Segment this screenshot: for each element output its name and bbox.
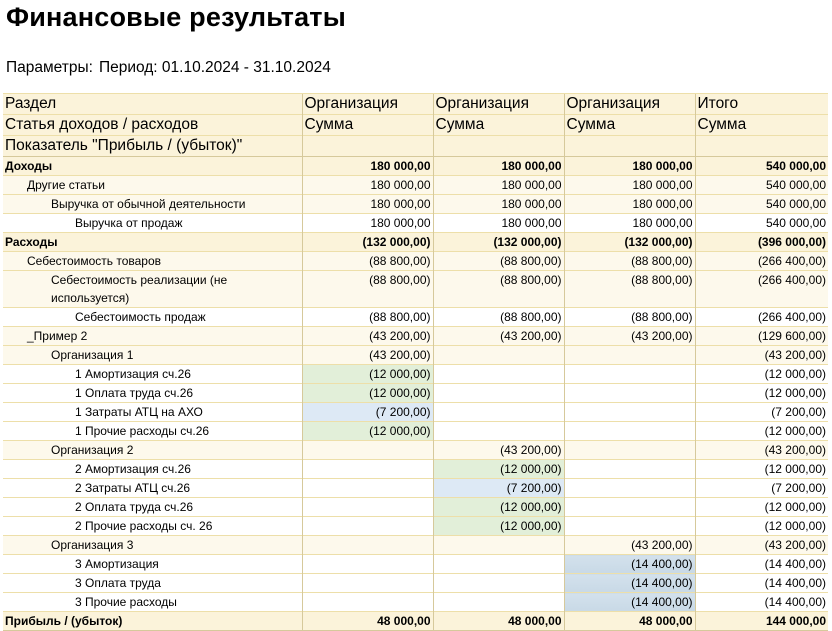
row-label: 2 Оплата труда сч.26 <box>3 498 302 517</box>
cell-value: (88 800,00) <box>564 308 695 327</box>
cell-value: (14 400,00) <box>564 555 695 574</box>
row-label: 2 Амортизация сч.26 <box>3 460 302 479</box>
report-table <box>3 93 828 631</box>
cell-value: (129 600,00) <box>695 327 828 346</box>
cell-value: (43 200,00) <box>433 327 564 346</box>
cell-value <box>564 441 695 460</box>
table-row[interactable] <box>3 555 828 574</box>
table-row[interactable] <box>3 403 828 422</box>
cell-value <box>302 479 433 498</box>
cell-value: (88 800,00) <box>564 271 695 308</box>
cell-value <box>433 422 564 441</box>
cell-value: 48 000,00 <box>302 612 433 631</box>
cell-value: (12 000,00) <box>433 460 564 479</box>
cell-value <box>564 422 695 441</box>
cell-value: (88 800,00) <box>564 252 695 271</box>
table-row[interactable] <box>3 327 828 346</box>
row-label: Расходы <box>3 233 302 252</box>
cell-value: (88 800,00) <box>433 271 564 308</box>
report-parameters <box>6 59 331 77</box>
table-row[interactable] <box>3 233 828 252</box>
row-label: _Пример 2 <box>3 327 302 346</box>
cell-value <box>433 555 564 574</box>
table-row[interactable] <box>3 252 828 271</box>
cell-value: (88 800,00) <box>302 271 433 308</box>
cell-value: (12 000,00) <box>695 517 828 536</box>
cell-value: 180 000,00 <box>302 157 433 176</box>
cell-value: 180 000,00 <box>564 157 695 176</box>
cell-value: (7 200,00) <box>695 403 828 422</box>
header-org-1: Организация <box>302 94 433 115</box>
cell-value: (12 000,00) <box>433 517 564 536</box>
cell-value: 540 000,00 <box>695 176 828 195</box>
cell-value: (12 000,00) <box>695 460 828 479</box>
header-sum-3: Сумма <box>564 115 695 136</box>
cell-value: (43 200,00) <box>695 346 828 365</box>
header-indicator: Показатель "Прибыль / (убыток)" <box>3 136 302 157</box>
cell-value <box>433 365 564 384</box>
header-section: Раздел <box>3 94 302 115</box>
cell-value: 180 000,00 <box>302 176 433 195</box>
cell-value: 180 000,00 <box>433 214 564 233</box>
cell-value: 180 000,00 <box>433 195 564 214</box>
row-label: Организация 1 <box>3 346 302 365</box>
table-row[interactable] <box>3 460 828 479</box>
cell-value: (396 000,00) <box>695 233 828 252</box>
cell-value <box>302 536 433 555</box>
cell-value: (12 000,00) <box>695 384 828 403</box>
cell-value <box>564 460 695 479</box>
header-sum-total: Сумма <box>695 115 828 136</box>
row-label: Доходы <box>3 157 302 176</box>
cell-value <box>302 460 433 479</box>
header-row <box>3 115 828 136</box>
cell-value <box>564 346 695 365</box>
cell-value: 180 000,00 <box>564 214 695 233</box>
cell-value: (14 400,00) <box>695 555 828 574</box>
table-row[interactable] <box>3 574 828 593</box>
cell-value <box>433 384 564 403</box>
cell-value: (132 000,00) <box>564 233 695 252</box>
table-row[interactable] <box>3 271 828 308</box>
cell-value <box>433 403 564 422</box>
cell-value: (12 000,00) <box>695 498 828 517</box>
cell-value <box>302 517 433 536</box>
cell-value <box>433 536 564 555</box>
cell-value: 180 000,00 <box>302 195 433 214</box>
cell-value: (88 800,00) <box>302 252 433 271</box>
cell-value: (14 400,00) <box>564 593 695 612</box>
row-label: Организация 3 <box>3 536 302 555</box>
cell-value: 48 000,00 <box>433 612 564 631</box>
cell-value: (43 200,00) <box>564 536 695 555</box>
cell-value: 180 000,00 <box>433 157 564 176</box>
cell-value: (12 000,00) <box>433 498 564 517</box>
table-row[interactable] <box>3 157 828 176</box>
parameters-period: Период: 01.10.2024 - 31.10.2024 <box>98 59 331 76</box>
row-label: 2 Прочие расходы сч. 26 <box>3 517 302 536</box>
report-title: Финансовые результаты <box>6 2 346 32</box>
cell-value: (12 000,00) <box>302 365 433 384</box>
table-row[interactable] <box>3 517 828 536</box>
cell-value <box>302 555 433 574</box>
cell-value: (266 400,00) <box>695 271 828 308</box>
row-label: 3 Амортизация <box>3 555 302 574</box>
header-row <box>3 94 828 115</box>
row-label: 3 Оплата труда <box>3 574 302 593</box>
total-row[interactable] <box>3 612 828 631</box>
table-row[interactable] <box>3 308 828 327</box>
cell-value: 144 000,00 <box>695 612 828 631</box>
row-label: Другие статьи <box>3 176 302 195</box>
header-total: Итого <box>695 94 828 115</box>
table-row[interactable] <box>3 498 828 517</box>
cell-value <box>564 517 695 536</box>
row-label: 2 Затраты АТЦ сч.26 <box>3 479 302 498</box>
table-row[interactable] <box>3 441 828 460</box>
cell-value: (43 200,00) <box>302 327 433 346</box>
cell-value: 180 000,00 <box>564 176 695 195</box>
cell-value: (7 200,00) <box>302 403 433 422</box>
table-row[interactable] <box>3 346 828 365</box>
cell-value: 540 000,00 <box>695 195 828 214</box>
cell-value: (14 400,00) <box>695 593 828 612</box>
row-label: 1 Амортизация сч.26 <box>3 365 302 384</box>
table-row[interactable] <box>3 593 828 612</box>
cell-value <box>433 346 564 365</box>
cell-value: 540 000,00 <box>695 214 828 233</box>
cell-value: 540 000,00 <box>695 157 828 176</box>
cell-value: (12 000,00) <box>695 365 828 384</box>
cell-value: 180 000,00 <box>433 176 564 195</box>
cell-value: (43 200,00) <box>695 441 828 460</box>
table-row[interactable] <box>3 214 828 233</box>
cell-value <box>433 593 564 612</box>
cell-value: (43 200,00) <box>564 327 695 346</box>
cell-value: (88 800,00) <box>433 252 564 271</box>
header-article: Статья доходов / расходов <box>3 115 302 136</box>
cell-value <box>564 384 695 403</box>
cell-value: (43 200,00) <box>433 441 564 460</box>
cell-value: (14 400,00) <box>695 574 828 593</box>
cell-value: (43 200,00) <box>302 346 433 365</box>
table-row[interactable] <box>3 384 828 403</box>
table-row[interactable] <box>3 176 828 195</box>
cell-value <box>564 479 695 498</box>
row-label: Организация 2 <box>3 441 302 460</box>
row-label: 1 Прочие расходы сч.26 <box>3 422 302 441</box>
cell-value <box>564 403 695 422</box>
cell-value: 48 000,00 <box>564 612 695 631</box>
row-label: 1 Затраты АТЦ на АХО <box>3 403 302 422</box>
cell-value: 180 000,00 <box>302 214 433 233</box>
row-label: Прибыль / (убыток) <box>3 612 302 631</box>
header-org-2: Организация <box>433 94 564 115</box>
cell-value: (88 800,00) <box>433 308 564 327</box>
parameters-label: Параметры: <box>6 59 93 76</box>
row-label: 3 Прочие расходы <box>3 593 302 612</box>
table-row[interactable] <box>3 422 828 441</box>
cell-value: (12 000,00) <box>695 422 828 441</box>
cell-value: (266 400,00) <box>695 308 828 327</box>
row-label: Выручка от обычной деятельности <box>3 195 302 214</box>
row-label: Себестоимость товаров <box>3 252 302 271</box>
table-row[interactable] <box>3 479 828 498</box>
row-label: Выручка от продаж <box>3 214 302 233</box>
cell-value: (266 400,00) <box>695 252 828 271</box>
cell-value: (132 000,00) <box>302 233 433 252</box>
cell-value <box>433 574 564 593</box>
cell-value: (14 400,00) <box>564 574 695 593</box>
row-label: Себестоимость реализации (не используется) <box>3 271 302 308</box>
cell-value: (43 200,00) <box>695 536 828 555</box>
header-sum-1: Сумма <box>302 115 433 136</box>
cell-value: 180 000,00 <box>564 195 695 214</box>
cell-value: (132 000,00) <box>433 233 564 252</box>
header-org-3: Организация <box>564 94 695 115</box>
cell-value: (88 800,00) <box>302 308 433 327</box>
header-row <box>3 136 828 157</box>
cell-value: (12 000,00) <box>302 384 433 403</box>
cell-value: (7 200,00) <box>695 479 828 498</box>
cell-value: (12 000,00) <box>302 422 433 441</box>
cell-value <box>302 593 433 612</box>
cell-value <box>564 365 695 384</box>
table-row[interactable] <box>3 536 828 555</box>
cell-value <box>564 498 695 517</box>
cell-value <box>302 441 433 460</box>
row-label: Себестоимость продаж <box>3 308 302 327</box>
table-row[interactable] <box>3 365 828 384</box>
cell-value: (7 200,00) <box>433 479 564 498</box>
cell-value <box>302 498 433 517</box>
cell-value <box>302 574 433 593</box>
row-label: 1 Оплата труда сч.26 <box>3 384 302 403</box>
header-sum-2: Сумма <box>433 115 564 136</box>
table-row[interactable] <box>3 195 828 214</box>
